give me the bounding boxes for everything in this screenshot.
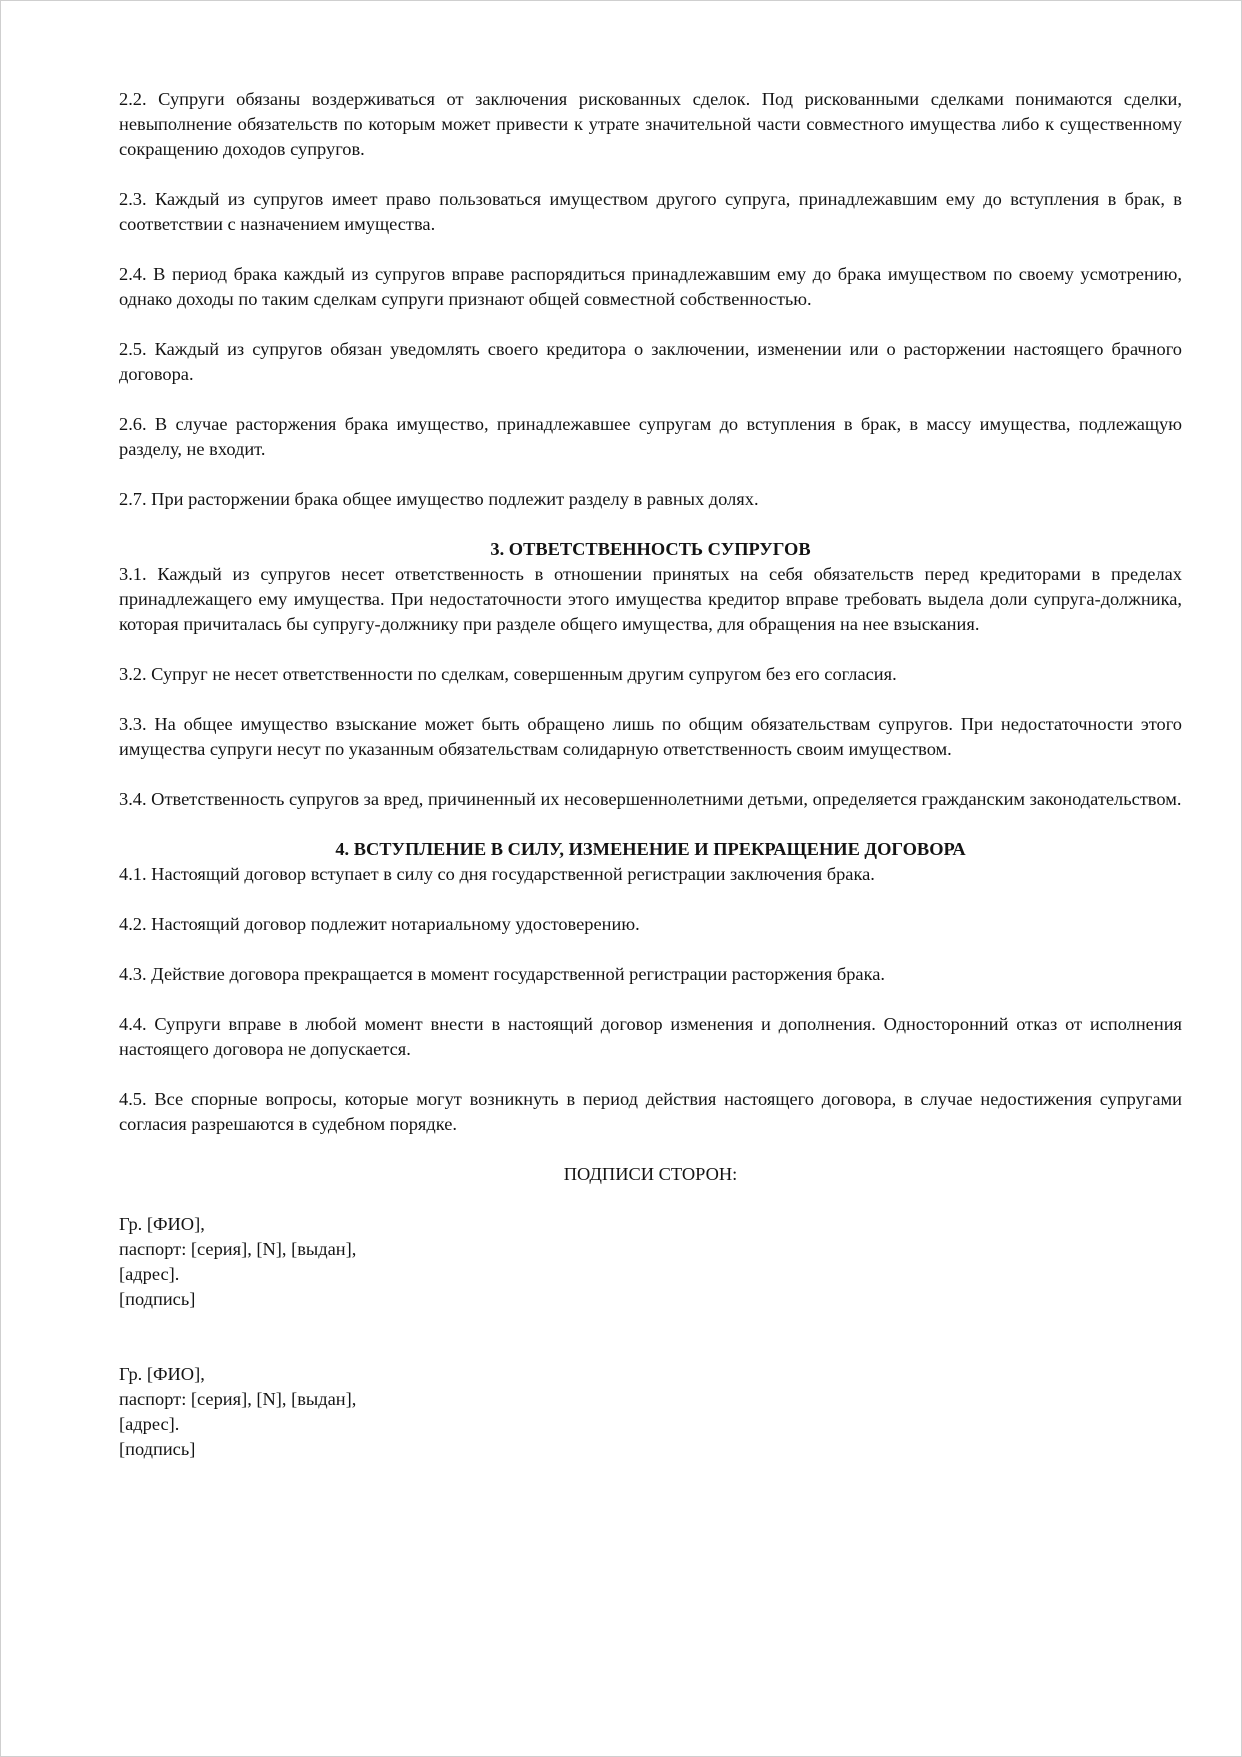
party-signature: [подпись] bbox=[119, 1439, 196, 1459]
signatures-title: ПОДПИСИ СТОРОН: bbox=[563, 1164, 738, 1184]
party-address: [адрес]. bbox=[119, 1414, 180, 1434]
clause-4-2: 4.2. Настоящий договор подлежит нотариальному удостоверению. bbox=[119, 914, 640, 934]
clause-2-2: 2.2. Супруги обязаны воздерживаться от заключения рискованных сделок. Под рискованными сделками понимаются сделки, невыполнение обязательств по которым может привести к утрате значительной части совместного имущества либо к существенному сокращению доходов супругов. bbox=[119, 89, 1182, 159]
clause-2-5: 2.5. Каждый из супругов обязан уведомлять своего кредитора о заключении, изменении или о расторжении настоящего брачного договора. bbox=[119, 339, 1182, 384]
clause-4-5: 4.5. Все спорные вопросы, которые могут возникнуть в период действия настоящего договора, в случае недостижения супругами согласия разрешаются в судебном порядке. bbox=[119, 1089, 1182, 1134]
clause-3-4: 3.4. Ответственность супругов за вред, причиненный их несовершеннолетними детьми, определяется гражданским законодательством. bbox=[119, 789, 1182, 809]
party-block bbox=[119, 1212, 1182, 1312]
clause-2-3: 2.3. Каждый из супругов имеет право пользоваться имуществом другого супруга, принадлежавшим ему до вступления в брак, в соответствии с назначением имущества. bbox=[119, 189, 1182, 234]
section-4-heading: 4. ВСТУПЛЕНИЕ В СИЛУ, ИЗМЕНЕНИЕ И ПРЕКРАЩЕНИЕ ДОГОВОРА bbox=[335, 839, 966, 859]
party-signature: [подпись] bbox=[119, 1289, 196, 1309]
clause-2-7: 2.7. При расторжении брака общее имущество подлежит разделу в равных долях. bbox=[119, 489, 759, 509]
party-passport: паспорт: [серия], [N], [выдан], bbox=[119, 1389, 357, 1409]
clause-2-6: 2.6. В случае расторжения брака имущество, принадлежавшее супругам до вступления в брак, в массу имущества, подлежащую разделу, не входит. bbox=[119, 414, 1182, 459]
clause-3-2: 3.2. Супруг не несет ответственности по сделкам, совершенным другим супругом без его согласия. bbox=[119, 664, 897, 684]
party-name: Гр. [ФИО], bbox=[119, 1214, 205, 1234]
clause-3-1: 3.1. Каждый из супругов несет ответственность в отношении принятых на себя обязательств перед кредиторами в пределах принадлежащего ему имущества. При недостаточности этого имущества кредитор вправе требовать выдела доли супруга-должника, которая причиталась бы супругу-должнику при разделе общего имущества, для обращения на нее взыскания. bbox=[119, 564, 1182, 634]
clause-4-1: 4.1. Настоящий договор вступает в силу со дня государственной регистрации заключения брака. bbox=[119, 864, 875, 884]
party-name: Гр. [ФИО], bbox=[119, 1364, 205, 1384]
clause-4-3: 4.3. Действие договора прекращается в момент государственной регистрации расторжения брака. bbox=[119, 964, 886, 984]
party-block bbox=[119, 1362, 1182, 1462]
clause-4-4: 4.4. Супруги вправе в любой момент внести в настоящий договор изменения и дополнения. Односторонний отказ от исполнения настоящего договора не допускается. bbox=[119, 1014, 1182, 1059]
clause-3-3: 3.3. На общее имущество взыскание может быть обращено лишь по общим обязательствам супругов. При недостаточности этого имущества супруги несут по указанным обязательствам солидарную ответственность своим имуществом. bbox=[119, 714, 1182, 759]
clause-2-4: 2.4. В период брака каждый из супругов вправе распорядиться принадлежавшим ему до брака имуществом по своему усмотрению, однако доходы по таким сделкам супруги признают общей совместной собственностью. bbox=[119, 264, 1182, 309]
section-3-heading: 3. ОТВЕТСТВЕННОСТЬ СУПРУГОВ bbox=[490, 539, 811, 559]
document-body bbox=[119, 87, 1182, 1462]
party-spacer bbox=[119, 1312, 1182, 1362]
party-address: [адрес]. bbox=[119, 1264, 180, 1284]
party-passport: паспорт: [серия], [N], [выдан], bbox=[119, 1239, 357, 1259]
